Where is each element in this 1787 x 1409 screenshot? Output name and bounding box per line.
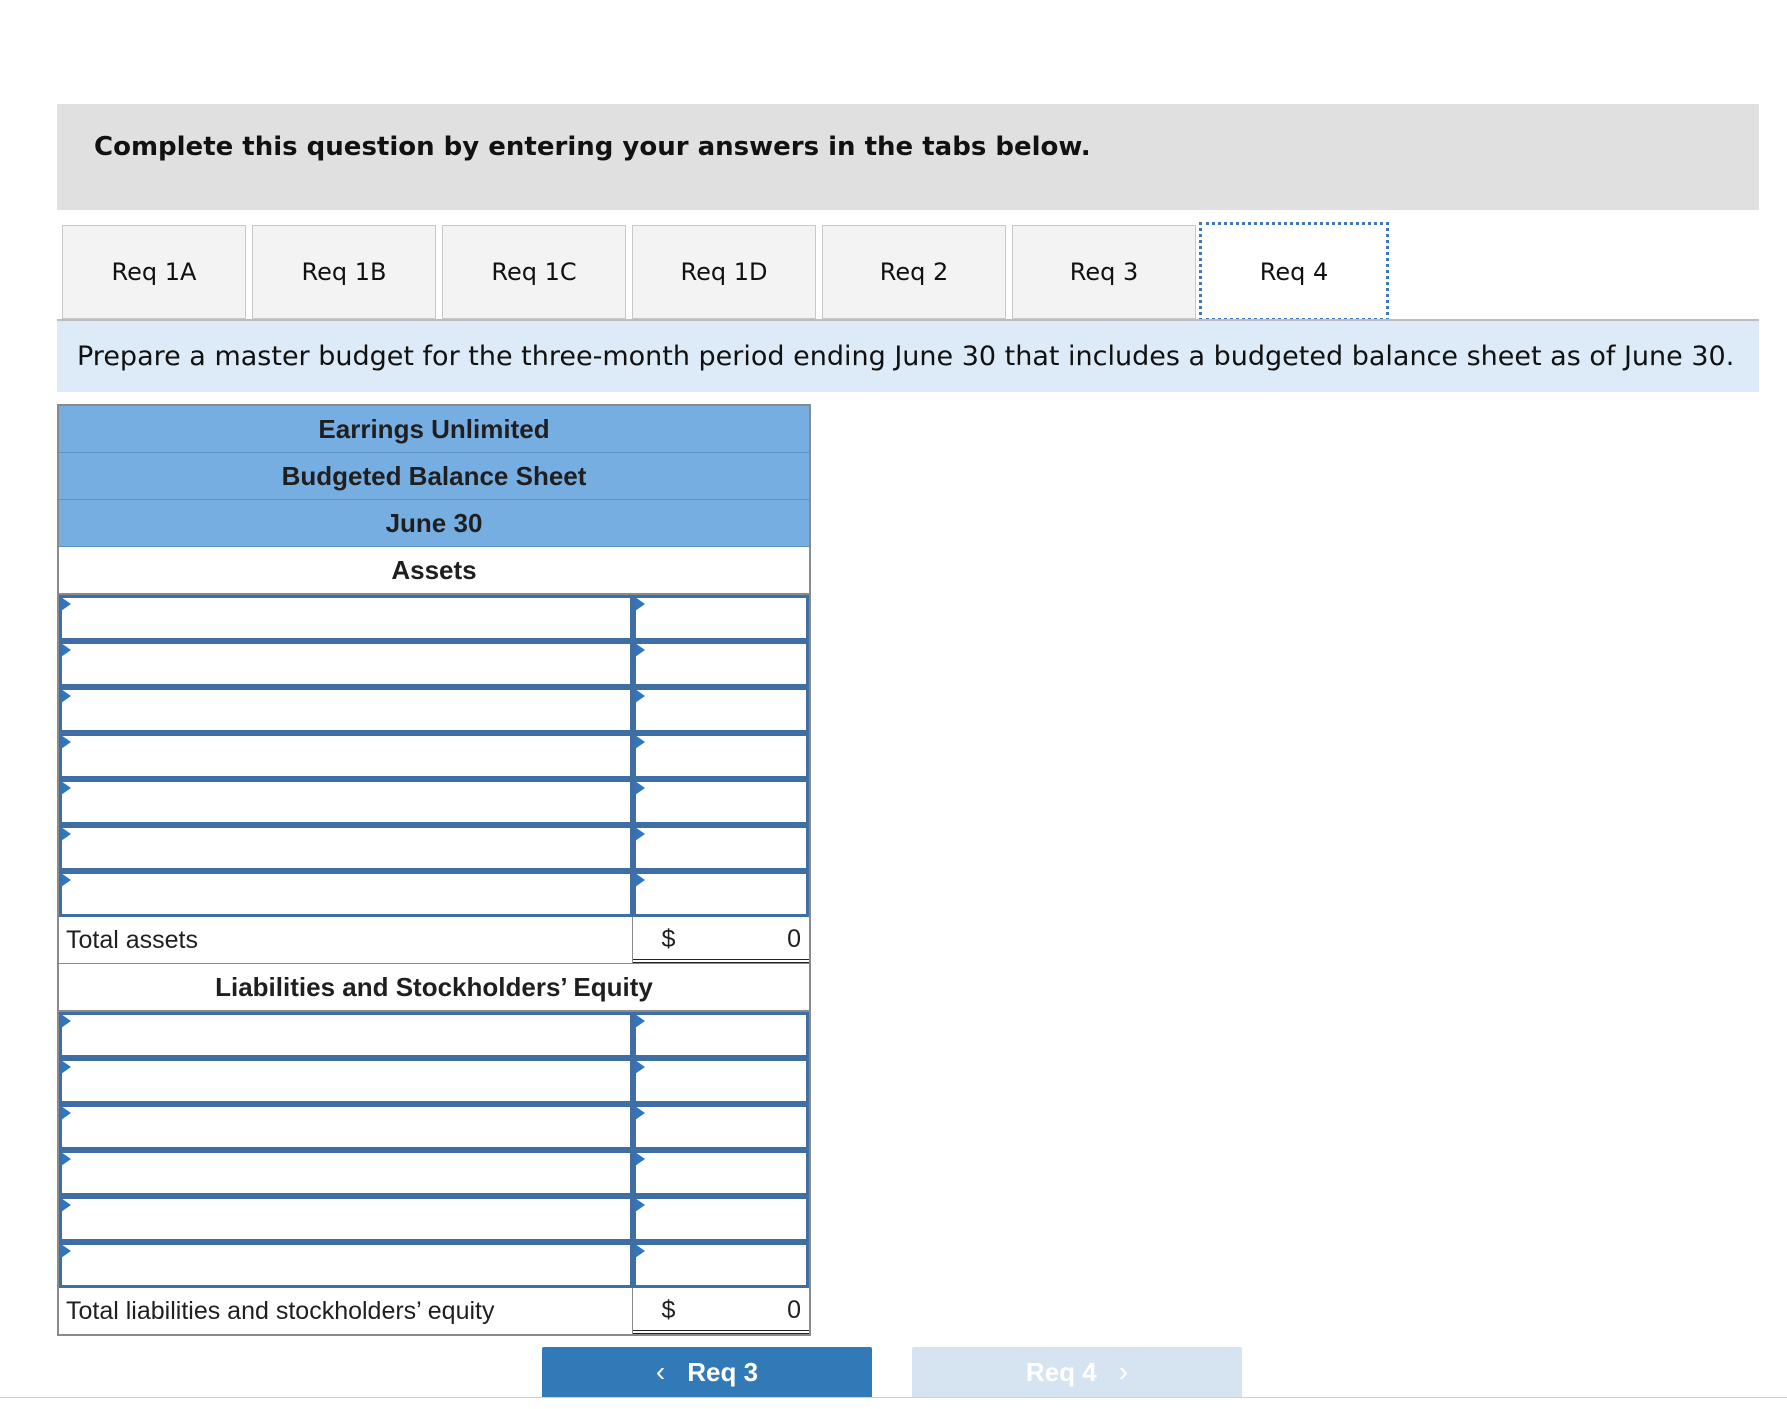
chevron-left-icon: ‹ bbox=[655, 1356, 666, 1387]
total-liabilities-row bbox=[59, 1288, 809, 1334]
asset-account-cell bbox=[59, 779, 633, 825]
asset-amount-input[interactable] bbox=[636, 598, 806, 638]
dropdown-flag-icon bbox=[635, 1014, 645, 1028]
asset-account-cell bbox=[59, 687, 633, 733]
instruction-banner bbox=[57, 104, 1759, 210]
dropdown-flag-icon bbox=[61, 1244, 71, 1258]
asset-amount-cell bbox=[633, 825, 809, 871]
tab-req-3[interactable]: Req 3 bbox=[1012, 225, 1196, 319]
asset-amount-input[interactable] bbox=[636, 644, 806, 684]
dropdown-flag-icon bbox=[61, 781, 71, 795]
liability-amount-cell bbox=[633, 1242, 809, 1288]
dropdown-flag-icon bbox=[61, 597, 71, 611]
asset-account-cell bbox=[59, 871, 633, 917]
asset-account-input[interactable] bbox=[62, 828, 630, 868]
asset-amount-cell bbox=[633, 733, 809, 779]
next-req-label: Req 4 bbox=[1025, 1356, 1097, 1387]
liability-amount-input[interactable] bbox=[636, 1061, 806, 1101]
tab-req-1b[interactable]: Req 1B bbox=[252, 225, 436, 319]
dropdown-flag-icon bbox=[61, 1014, 71, 1028]
asset-row bbox=[59, 641, 809, 687]
asset-account-input[interactable] bbox=[62, 736, 630, 776]
liability-amount-cell bbox=[633, 1012, 809, 1058]
liability-amount-input[interactable] bbox=[636, 1199, 806, 1239]
dropdown-flag-icon bbox=[61, 1152, 71, 1166]
dropdown-flag-icon bbox=[61, 643, 71, 657]
asset-account-input[interactable] bbox=[62, 598, 630, 638]
statement-title: Budgeted Balance Sheet bbox=[59, 453, 809, 500]
dropdown-flag-icon bbox=[635, 1198, 645, 1212]
liability-row bbox=[59, 1012, 809, 1058]
liability-amount-input[interactable] bbox=[636, 1107, 806, 1147]
liabilities-heading: Liabilities and Stockholders’ Equity bbox=[59, 964, 809, 1012]
dropdown-flag-icon bbox=[635, 643, 645, 657]
asset-row bbox=[59, 825, 809, 871]
liability-account-cell bbox=[59, 1012, 633, 1058]
prompt-text: Prepare a master budget for the three-month period ending June 30 that includes a budgeted balance sheet as of June 30. bbox=[77, 341, 1735, 372]
asset-row bbox=[59, 733, 809, 779]
liability-account-input[interactable] bbox=[62, 1199, 630, 1239]
liability-amount-cell bbox=[633, 1150, 809, 1196]
liability-row bbox=[59, 1196, 809, 1242]
liability-amount-cell bbox=[633, 1104, 809, 1150]
liability-account-cell bbox=[59, 1196, 633, 1242]
dollar-sign: $ bbox=[661, 1296, 676, 1324]
dropdown-flag-icon bbox=[635, 1152, 645, 1166]
asset-row bbox=[59, 779, 809, 825]
asset-amount-input[interactable] bbox=[636, 736, 806, 776]
liability-account-cell bbox=[59, 1104, 633, 1150]
asset-row bbox=[59, 595, 809, 641]
liability-account-cell bbox=[59, 1150, 633, 1196]
asset-row bbox=[59, 871, 809, 917]
asset-account-cell bbox=[59, 641, 633, 687]
asset-account-cell bbox=[59, 595, 633, 641]
dropdown-flag-icon bbox=[61, 735, 71, 749]
total-liabilities-value: 0 bbox=[787, 1296, 801, 1324]
asset-amount-input[interactable] bbox=[636, 828, 806, 868]
asset-amount-input[interactable] bbox=[636, 874, 806, 914]
next-req-button[interactable] bbox=[912, 1347, 1242, 1397]
asset-amount-cell bbox=[633, 595, 809, 641]
asset-account-input[interactable] bbox=[62, 690, 630, 730]
dropdown-flag-icon bbox=[61, 1198, 71, 1212]
question-prompt bbox=[57, 321, 1759, 392]
total-liabilities-amount bbox=[633, 1288, 809, 1334]
liability-account-input[interactable] bbox=[62, 1153, 630, 1193]
prev-req-label: Req 3 bbox=[687, 1356, 759, 1387]
dropdown-flag-icon bbox=[635, 1060, 645, 1074]
tab-req-4[interactable]: Req 4 bbox=[1199, 222, 1389, 321]
liability-amount-cell bbox=[633, 1058, 809, 1104]
dropdown-flag-icon bbox=[635, 1106, 645, 1120]
tab-req-2[interactable]: Req 2 bbox=[822, 225, 1006, 319]
dropdown-flag-icon bbox=[61, 1106, 71, 1120]
total-liabilities-label: Total liabilities and stockholders’ equity bbox=[59, 1288, 633, 1334]
asset-amount-cell bbox=[633, 871, 809, 917]
asset-amount-cell bbox=[633, 779, 809, 825]
liability-row bbox=[59, 1058, 809, 1104]
liability-account-cell bbox=[59, 1242, 633, 1288]
company-name: Earrings Unlimited bbox=[59, 406, 809, 453]
liability-account-input[interactable] bbox=[62, 1245, 630, 1285]
liability-amount-input[interactable] bbox=[636, 1015, 806, 1055]
tab-req-1c[interactable]: Req 1C bbox=[442, 225, 626, 319]
asset-account-cell bbox=[59, 733, 633, 779]
assets-heading: Assets bbox=[59, 547, 809, 595]
liability-amount-input[interactable] bbox=[636, 1245, 806, 1285]
liability-row bbox=[59, 1150, 809, 1196]
total-assets-row bbox=[59, 917, 809, 964]
chevron-right-icon: › bbox=[1118, 1356, 1129, 1387]
asset-account-input[interactable] bbox=[62, 874, 630, 914]
dollar-sign: $ bbox=[661, 925, 676, 953]
asset-row bbox=[59, 687, 809, 733]
dropdown-flag-icon bbox=[635, 1244, 645, 1258]
liability-row bbox=[59, 1242, 809, 1288]
liability-account-input[interactable] bbox=[62, 1015, 630, 1055]
tab-req-1a[interactable]: Req 1A bbox=[62, 225, 246, 319]
instruction-text: Complete this question by entering your answers in the tabs below. bbox=[94, 132, 1091, 162]
dropdown-flag-icon bbox=[635, 827, 645, 841]
tab-req-1d[interactable]: Req 1D bbox=[632, 225, 816, 319]
dropdown-flag-icon bbox=[61, 873, 71, 887]
liability-amount-cell bbox=[633, 1196, 809, 1242]
bottom-divider bbox=[0, 1397, 1787, 1398]
balance-sheet-table bbox=[57, 404, 811, 1336]
asset-account-input[interactable] bbox=[62, 782, 630, 822]
dropdown-flag-icon bbox=[635, 735, 645, 749]
total-assets-amount bbox=[633, 917, 809, 963]
asset-account-input[interactable] bbox=[62, 644, 630, 684]
statement-date: June 30 bbox=[59, 500, 809, 547]
liability-account-input[interactable] bbox=[62, 1061, 630, 1101]
liability-account-input[interactable] bbox=[62, 1107, 630, 1147]
dropdown-flag-icon bbox=[635, 597, 645, 611]
dropdown-flag-icon bbox=[61, 1060, 71, 1074]
asset-amount-cell bbox=[633, 687, 809, 733]
asset-amount-input[interactable] bbox=[636, 690, 806, 730]
dropdown-flag-icon bbox=[635, 689, 645, 703]
liability-row bbox=[59, 1104, 809, 1150]
dropdown-flag-icon bbox=[61, 827, 71, 841]
dropdown-flag-icon bbox=[635, 781, 645, 795]
asset-account-cell bbox=[59, 825, 633, 871]
liability-amount-input[interactable] bbox=[636, 1153, 806, 1193]
asset-amount-cell bbox=[633, 641, 809, 687]
dropdown-flag-icon bbox=[61, 689, 71, 703]
total-assets-value: 0 bbox=[787, 925, 801, 953]
dropdown-flag-icon bbox=[635, 873, 645, 887]
prev-req-button[interactable] bbox=[542, 1347, 872, 1397]
total-assets-label: Total assets bbox=[59, 917, 633, 963]
liability-account-cell bbox=[59, 1058, 633, 1104]
asset-amount-input[interactable] bbox=[636, 782, 806, 822]
